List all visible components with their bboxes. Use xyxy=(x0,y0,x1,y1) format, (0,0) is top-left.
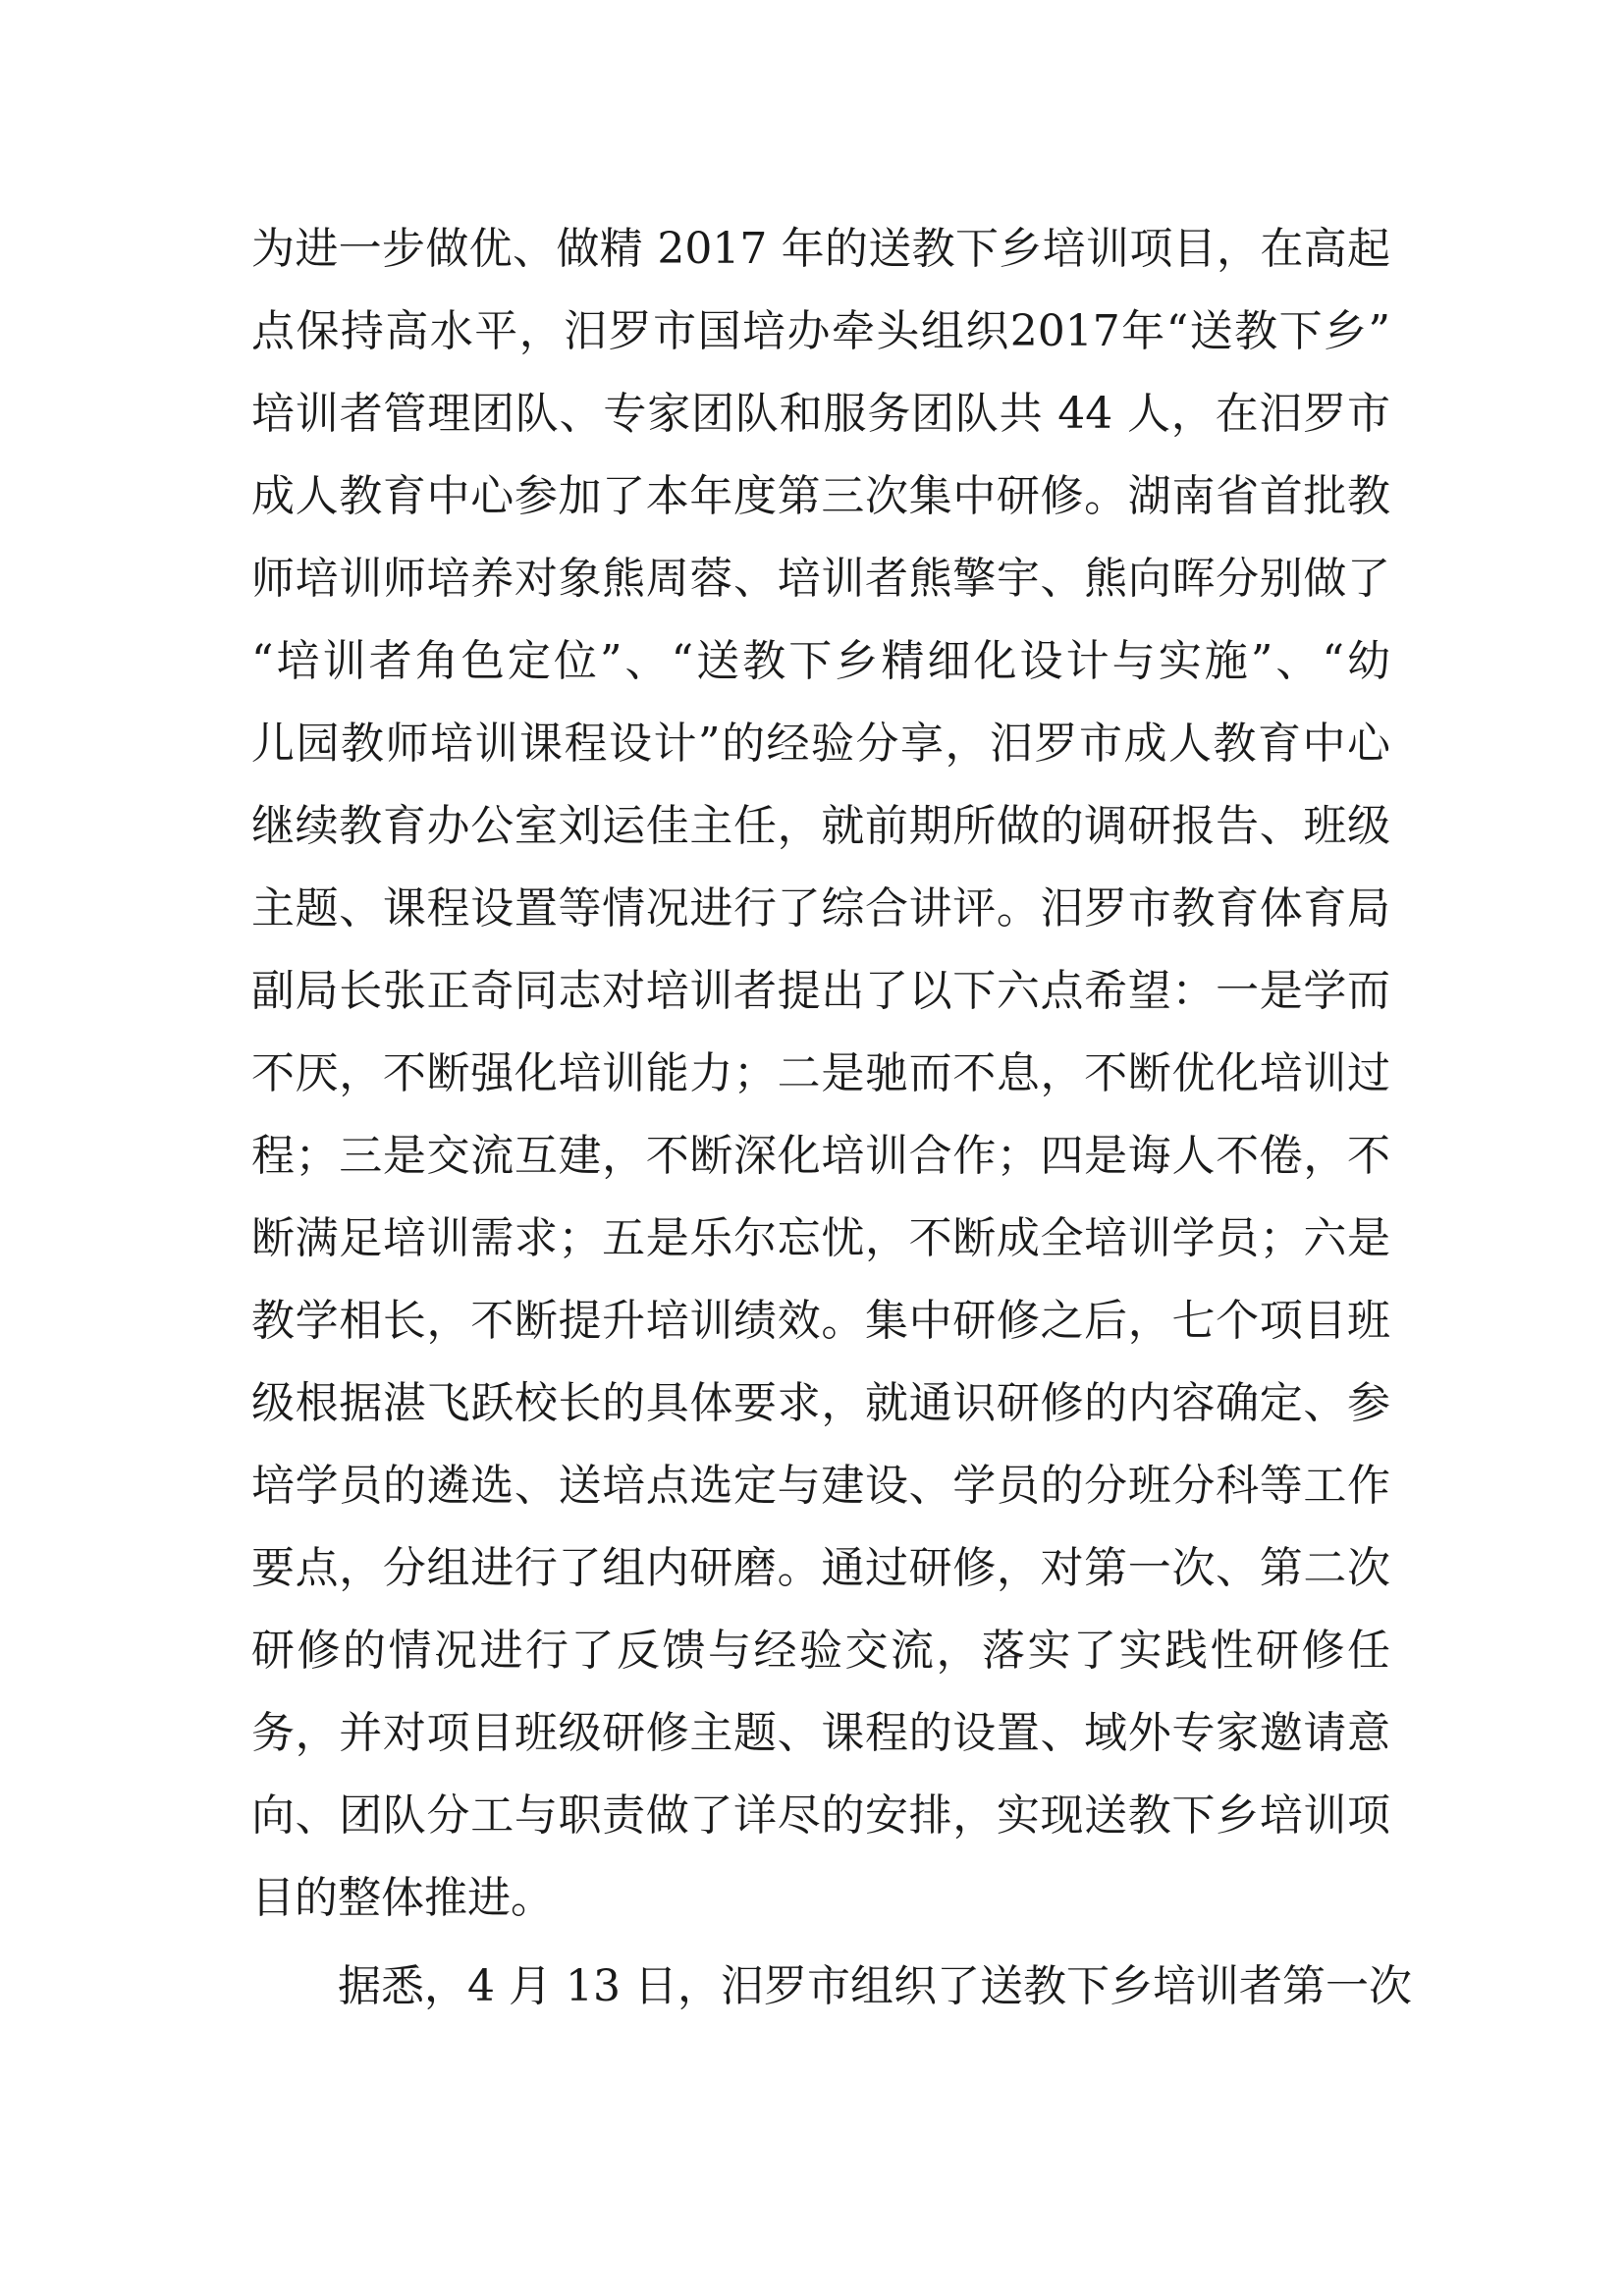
text-line: 不厌，不断强化培训能力；二是驰而不息，不断优化培训过 xyxy=(251,1048,1390,1098)
text-line: 教学相长，不断提升培训绩效。集中研修之后，七个项目班 xyxy=(251,1296,1390,1346)
text-line: 成人教育中心参加了本年度第三次集中研修。湖南省首批教 xyxy=(251,471,1390,521)
text-line: 点保持高水平，汨罗市国培办牵头组织2017年“送教下乡” xyxy=(251,306,1390,356)
text-line: “培训者角色定位”、“送教下乡精细化设计与实施”、“幼 xyxy=(251,636,1390,686)
text-line: 断满足培训需求；五是乐尔忘忧，不断成全培训学员；六是 xyxy=(251,1213,1390,1263)
text-line: 目的整体推进。 xyxy=(251,1873,554,1923)
text-line: 儿园教师培训课程设计”的经验分享，汨罗市成人教育中心 xyxy=(251,719,1390,769)
text-line: 务，并对项目班级研修主题、课程的设置、域外专家邀请意 xyxy=(251,1708,1390,1758)
text-line: 副局长张正奇同志对培训者提出了以下六点希望：一是学而 xyxy=(251,966,1390,1016)
text-line: 研修的情况进行了反馈与经验交流，落实了实践性研修任 xyxy=(251,1626,1390,1676)
text-line: 向、团队分工与职责做了详尽的安排，实现送教下乡培训项 xyxy=(251,1790,1390,1841)
text-line: 继续教育办公室刘运佳主任，就前期所做的调研报告、班级 xyxy=(251,801,1390,851)
text-line: 培训者管理团队、专家团队和服务团队共 44 人，在汨罗市 xyxy=(251,389,1390,439)
text-line: 主题、课程设置等情况进行了综合讲评。汨罗市教育体育局 xyxy=(251,883,1390,934)
text-line: 据悉，4 月 13 日，汨罗市组织了送教下乡培训者第一次 xyxy=(338,1961,1412,2011)
text-line: 要点，分组进行了组内研磨。通过研修，对第一次、第二次 xyxy=(251,1543,1390,1593)
paragraph-1 xyxy=(251,208,1390,1940)
text-line: 级根据湛飞跃校长的具体要求，就通识研修的内容确定、参 xyxy=(251,1378,1390,1428)
paragraph-2 xyxy=(251,1946,1412,2028)
text-line: 培学员的遴选、送培点选定与建设、学员的分班分科等工作 xyxy=(251,1461,1390,1511)
text-line: 师培训师培养对象熊周蓉、培训者熊擎宇、熊向晖分别做了 xyxy=(251,554,1390,604)
text-line: 为进一步做优、做精 2017 年的送教下乡培训项目，在高起 xyxy=(251,224,1390,274)
text-line: 程；三是交流互建，不断深化培训合作；四是诲人不倦，不 xyxy=(251,1131,1390,1181)
